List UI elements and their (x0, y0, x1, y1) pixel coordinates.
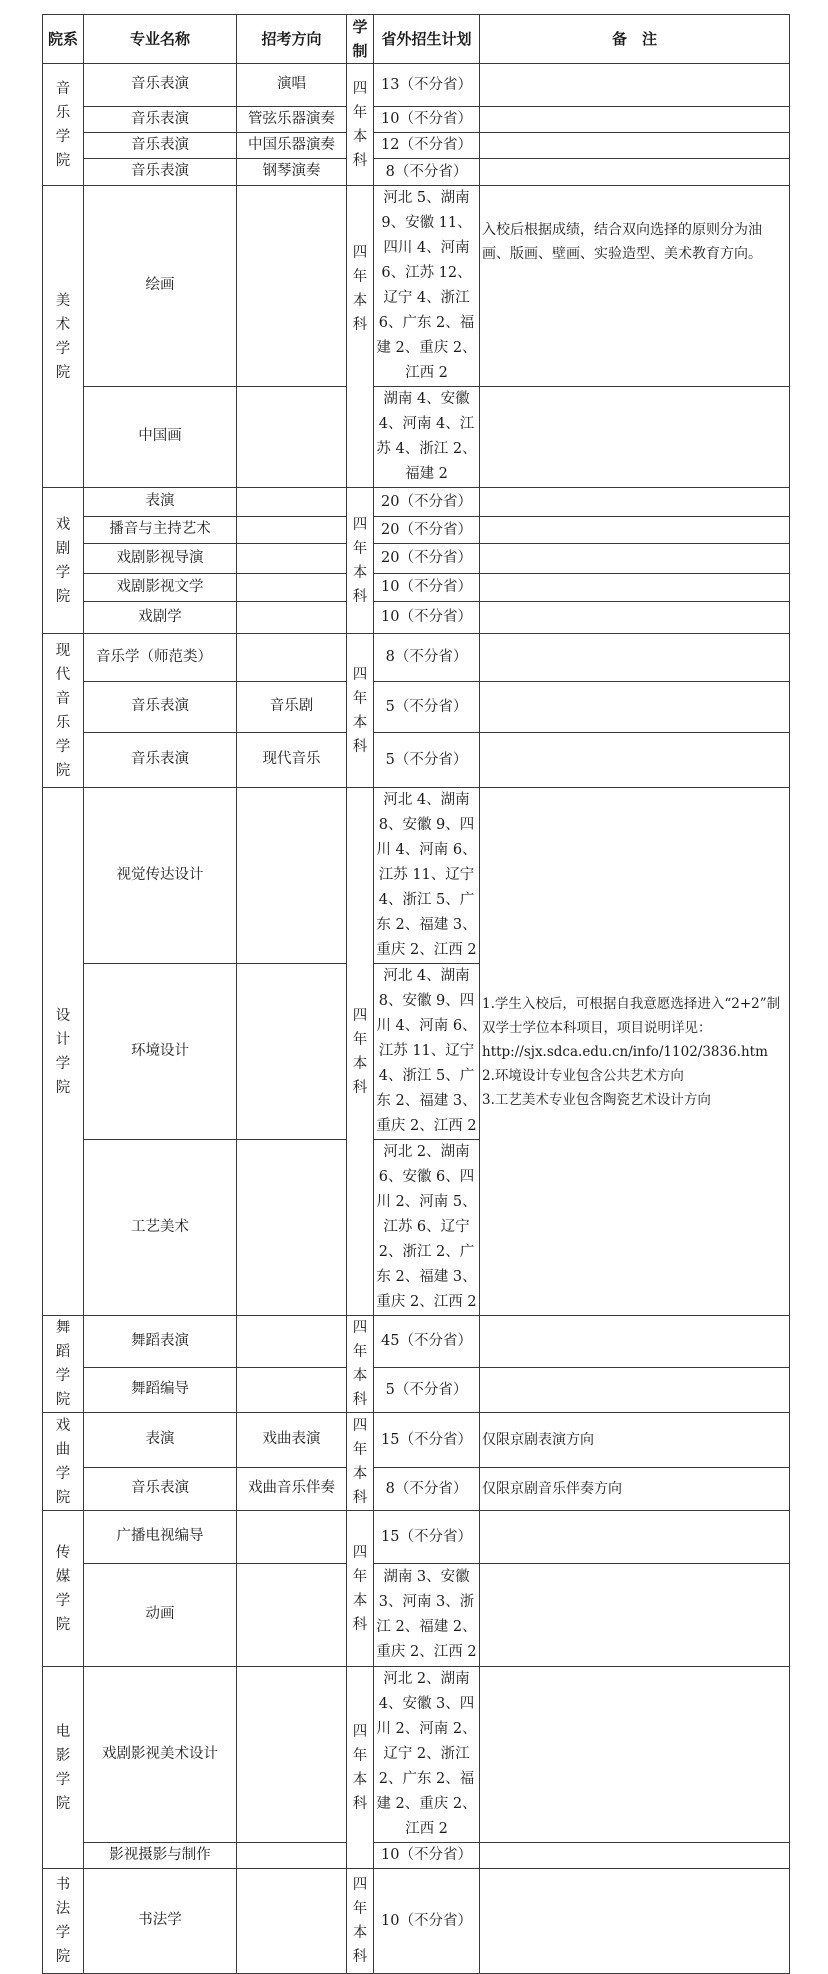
direction-cell (237, 574, 347, 602)
table-row (43, 733, 790, 788)
remark-cell: 入校后根据成绩，结合双向选择的原则分为油画、版画、壁画、实验造型、美术教育方向。 (480, 186, 790, 387)
major-cell: 舞蹈表演 (84, 1316, 237, 1368)
remark-cell (480, 488, 790, 517)
plan-cell: 12（不分省） (374, 133, 480, 159)
plan-cell: 20（不分省） (374, 488, 480, 517)
remark-cell (480, 634, 790, 682)
remark-cell (480, 1869, 790, 1974)
plan-cell: 湖南 4、安徽 4、河南 4、江苏 4、浙江 2、福建 2 (374, 387, 480, 488)
plan-cell: 8（不分省） (374, 634, 480, 682)
direction-cell (237, 1316, 347, 1368)
plan-cell: 20（不分省） (374, 517, 480, 544)
major-cell: 影视摄影与制作 (84, 1843, 237, 1869)
dept-cell (43, 1511, 84, 1667)
major-cell: 音乐表演 (84, 682, 237, 733)
plan-cell: 湖南 3、安徽 3、河南 3、浙江 2、福建 2、重庆 2、江西 2 (374, 1564, 480, 1667)
dept-name: 现代音乐学院 (55, 642, 71, 779)
direction-cell: 钢琴演奏 (237, 159, 347, 186)
duration-text: 四年本科 (352, 1320, 368, 1408)
major-cell: 动画 (84, 1564, 237, 1667)
table-row (43, 133, 790, 159)
plan-cell: 河北 4、湖南 8、安徽 9、四川 4、河南 6、江苏 11、辽宁 4、浙江 5、广东 2、福建 3、重庆 2、江西 2 (374, 788, 480, 964)
direction-cell: 演唱 (237, 64, 347, 107)
table-row (43, 1468, 790, 1511)
major-cell: 音乐表演 (84, 133, 237, 159)
duration-text: 四年本科 (352, 1417, 368, 1506)
admission-plan-table-wrapper (42, 14, 790, 1974)
plan-cell: 15（不分省） (374, 1511, 480, 1564)
plan-cell: 5（不分省） (374, 733, 480, 788)
major-cell: 绘画 (84, 186, 237, 387)
dept-name: 设计学院 (55, 1007, 71, 1096)
dept-cell (43, 1316, 84, 1413)
remark-cell (480, 1564, 790, 1667)
remark-cell (480, 64, 790, 107)
major-cell: 表演 (84, 1413, 237, 1468)
dept-cell (43, 1667, 84, 1869)
major-cell: 音乐表演 (84, 733, 237, 788)
dept-name: 书法学院 (55, 1877, 71, 1965)
direction-cell (237, 634, 347, 682)
table-row (43, 1413, 790, 1468)
direction-cell: 中国乐器演奏 (237, 133, 347, 159)
remark-line: 3.工艺美术专业包含陶瓷艺术设计方向 (482, 1091, 711, 1108)
dept-name: 舞蹈学院 (55, 1320, 71, 1408)
plan-cell: 5（不分省） (374, 682, 480, 733)
header-row (43, 15, 790, 64)
major-cell: 表演 (84, 488, 237, 517)
remark-cell (480, 1843, 790, 1869)
duration-text: 四年本科 (352, 1007, 368, 1096)
major-cell: 视觉传达设计 (84, 788, 237, 964)
remark-cell: 仅限京剧表演方向 (480, 1413, 790, 1468)
dept-name: 美术学院 (55, 292, 71, 381)
header-major: 专业名称 (84, 15, 237, 64)
header-dept: 院系 (43, 15, 84, 64)
major-cell: 音乐学（师范类） (84, 634, 237, 682)
dept-cell (43, 1413, 84, 1511)
direction-cell: 戏曲音乐伴奏 (237, 1468, 347, 1511)
remark-cell (480, 517, 790, 544)
duration-cell (347, 634, 374, 788)
direction-cell (237, 186, 347, 387)
duration-cell (347, 186, 374, 488)
table-row (43, 602, 790, 634)
direction-cell (237, 602, 347, 634)
table-row (43, 488, 790, 517)
remark-line: 2.环境设计专业包含公共艺术方向 (482, 1067, 684, 1084)
major-cell: 播音与主持艺术 (84, 517, 237, 544)
direction-cell: 管弦乐器演奏 (237, 107, 347, 133)
plan-cell: 河北 2、湖南 4、安徽 3、四川 2、河南 2、辽宁 2、浙江 2、广东 2、福建 2、重庆 2、江西 2 (374, 1667, 480, 1843)
plan-cell: 10（不分省） (374, 574, 480, 602)
major-cell: 音乐表演 (84, 159, 237, 186)
direction-cell (237, 788, 347, 964)
dept-cell (43, 488, 84, 634)
major-cell: 音乐表演 (84, 107, 237, 133)
duration-cell (347, 1869, 374, 1974)
table-row (43, 1368, 790, 1413)
direction-cell (237, 1667, 347, 1843)
duration-text: 四年本科 (352, 245, 368, 333)
remark-cell (480, 788, 790, 1316)
major-cell: 工艺美术 (84, 1140, 237, 1316)
table-row (43, 1511, 790, 1564)
major-cell: 戏剧学 (84, 602, 237, 634)
header-direction: 招考方向 (237, 15, 347, 64)
table-row (43, 159, 790, 186)
remark-cell (480, 133, 790, 159)
table-row (43, 1564, 790, 1667)
table-row (43, 788, 790, 964)
major-cell: 音乐表演 (84, 64, 237, 107)
direction-cell: 戏曲表演 (237, 1413, 347, 1468)
remark-cell (480, 1667, 790, 1843)
table-row (43, 64, 790, 107)
dept-cell (43, 64, 84, 186)
header-plan: 省外招生计划 (374, 15, 480, 64)
plan-cell: 10（不分省） (374, 1869, 480, 1974)
major-cell: 广播电视编导 (84, 1511, 237, 1564)
remark-cell (480, 1316, 790, 1368)
header-duration (347, 15, 374, 64)
direction-cell (237, 964, 347, 1140)
major-cell: 舞蹈编导 (84, 1368, 237, 1413)
dept-name: 戏曲学院 (55, 1417, 71, 1506)
header-duration-text: 学制 (352, 18, 368, 60)
direction-cell (237, 1511, 347, 1564)
duration-cell (347, 64, 374, 186)
header-remark: 备 注 (480, 15, 790, 64)
direction-cell (237, 1843, 347, 1869)
duration-cell (347, 1316, 374, 1413)
remark-cell (480, 544, 790, 574)
plan-cell: 45（不分省） (374, 1316, 480, 1368)
dept-cell (43, 788, 84, 1316)
table-row (43, 1316, 790, 1368)
major-cell: 环境设计 (84, 964, 237, 1140)
table-row (43, 574, 790, 602)
table-row (43, 634, 790, 682)
plan-cell: 5（不分省） (374, 1368, 480, 1413)
direction-cell (237, 488, 347, 517)
table-row (43, 1843, 790, 1869)
major-cell: 中国画 (84, 387, 237, 488)
table-row (43, 544, 790, 574)
dept-cell (43, 186, 84, 488)
plan-cell: 13（不分省） (374, 64, 480, 107)
plan-cell: 8（不分省） (374, 159, 480, 186)
table-row (43, 107, 790, 133)
dept-name: 传媒学院 (55, 1544, 71, 1633)
remark-line: 1.学生入校后，可根据自我意愿选择进入“2+2”制双学士学位本科项目，项目说明详见： (482, 995, 781, 1036)
remark-cell (480, 1511, 790, 1564)
remark-cell (480, 1368, 790, 1413)
plan-cell: 15（不分省） (374, 1413, 480, 1468)
dept-name: 音乐学院 (55, 80, 71, 169)
table-row (43, 186, 790, 387)
plan-cell: 河北 4、湖南 8、安徽 9、四川 4、河南 6、江苏 11、辽宁 4、浙江 5、广东 2、福建 3、重庆 2、江西 2 (374, 964, 480, 1140)
dept-cell (43, 1869, 84, 1974)
major-cell: 音乐表演 (84, 1468, 237, 1511)
plan-cell: 河北 5、湖南 9、安徽 11、四川 4、河南 6、江苏 12、辽宁 4、浙江 6、广东 2、福建 2、重庆 2、江西 2 (374, 186, 480, 387)
dept-name: 戏剧学院 (55, 516, 71, 605)
major-cell: 书法学 (84, 1869, 237, 1974)
dept-name: 电影学院 (55, 1723, 71, 1812)
duration-text: 四年本科 (352, 1544, 368, 1633)
direction-cell (237, 1140, 347, 1316)
duration-text: 四年本科 (352, 1723, 368, 1812)
plan-cell: 8（不分省） (374, 1468, 480, 1511)
direction-cell (237, 387, 347, 488)
remark-cell (480, 682, 790, 733)
major-cell: 戏剧影视导演 (84, 544, 237, 574)
plan-cell: 10（不分省） (374, 107, 480, 133)
duration-text: 四年本科 (352, 516, 368, 605)
plan-cell: 10（不分省） (374, 602, 480, 634)
remark-cell (480, 574, 790, 602)
plan-cell: 河北 2、湖南 6、安徽 6、四川 2、河南 5、江苏 6、辽宁 2、浙江 2、广东 2、福建 3、重庆 2、江西 2 (374, 1140, 480, 1316)
duration-cell (347, 1511, 374, 1667)
duration-cell (347, 1667, 374, 1869)
plan-cell: 10（不分省） (374, 1843, 480, 1869)
duration-text: 四年本科 (352, 80, 368, 169)
major-cell: 戏剧影视文学 (84, 574, 237, 602)
table-row (43, 517, 790, 544)
table-row (43, 1667, 790, 1843)
duration-cell (347, 788, 374, 1316)
direction-cell (237, 544, 347, 574)
direction-cell: 音乐剧 (237, 682, 347, 733)
remark-cell (480, 159, 790, 186)
direction-cell (237, 517, 347, 544)
dept-cell (43, 634, 84, 788)
direction-cell (237, 1564, 347, 1667)
direction-cell: 现代音乐 (237, 733, 347, 788)
direction-cell (237, 1869, 347, 1974)
remark-cell (480, 107, 790, 133)
table-row (43, 387, 790, 488)
duration-cell (347, 488, 374, 634)
plan-cell: 20（不分省） (374, 544, 480, 574)
duration-text: 四年本科 (352, 1877, 368, 1965)
table-row (43, 682, 790, 733)
duration-text: 四年本科 (352, 666, 368, 755)
direction-cell (237, 1368, 347, 1413)
remark-cell (480, 733, 790, 788)
remark-cell (480, 602, 790, 634)
table-row (43, 1869, 790, 1974)
remark-cell (480, 387, 790, 488)
admission-plan-table (42, 14, 790, 1974)
major-cell: 戏剧影视美术设计 (84, 1667, 237, 1843)
remark-link: http://sjx.sdca.edu.cn/info/1102/3836.htm (482, 1043, 768, 1060)
duration-cell (347, 1413, 374, 1511)
remark-cell: 仅限京剧音乐伴奏方向 (480, 1468, 790, 1511)
